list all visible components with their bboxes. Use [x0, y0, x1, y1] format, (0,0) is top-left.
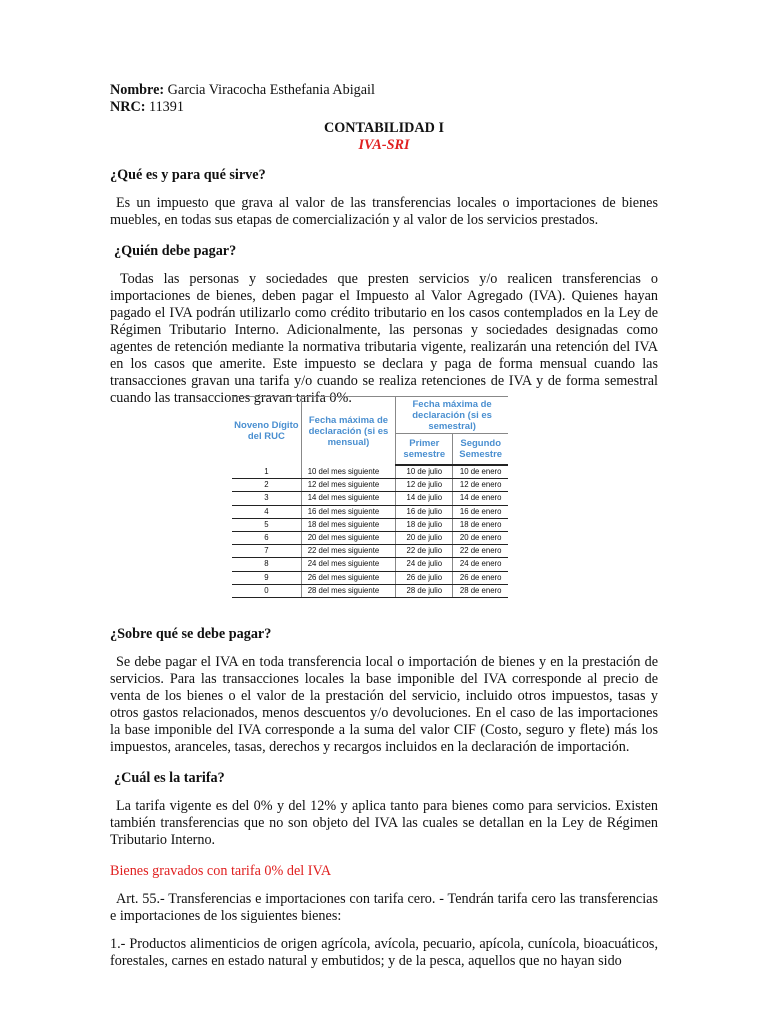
first-semester-cell: 26 de julio — [396, 571, 453, 584]
nrc-line — [110, 99, 658, 116]
zero-rate-heading: Bienes gravados con tarifa 0% del IVA — [110, 863, 332, 879]
second-semester-cell: 16 de enero — [453, 505, 508, 518]
table-row — [232, 465, 508, 479]
question-what: ¿Qué es y para qué sirve? — [110, 167, 266, 183]
question-who: ¿Quién debe pagar? — [114, 243, 237, 259]
first-semester-cell: 12 de julio — [396, 479, 453, 492]
first-semester-cell: 20 de julio — [396, 531, 453, 544]
ruc-digit-cell: 0 — [232, 584, 301, 597]
first-semester-cell: 16 de julio — [396, 505, 453, 518]
question-rate: ¿Cuál es la tarifa? — [114, 770, 225, 786]
table-row — [232, 479, 508, 492]
monthly-deadline-cell: 26 del mes siguiente — [301, 571, 396, 584]
second-semester-cell: 24 de enero — [453, 558, 508, 571]
table-row — [232, 584, 508, 597]
name-value: Garcia Viracocha Esthefania Abigail — [167, 82, 375, 98]
second-semester-cell: 12 de enero — [453, 479, 508, 492]
monthly-deadline-cell: 24 del mes siguiente — [301, 558, 396, 571]
header-first-semester: Primer semestre — [396, 434, 453, 466]
table-row — [232, 571, 508, 584]
declaration-deadline-table — [232, 396, 508, 598]
second-semester-cell: 28 de enero — [453, 584, 508, 597]
paragraph-on-what: Se debe pagar el IVA en toda transferencia local o importación de bienes y en la prestación de servicios. Para las transacciones locales la base imponible del IVA corresponde al precio de venta de los bienes o el valor de la prestación del servicio, incluido otros impuestos, tasas y otros gastos relacionados, menos descuentos y/o devoluciones. En el caso de las importaciones la base imponible del IVA corresponde a la suma del valor CIF (Costo, seguro y flete) más los impuestos, aranceles, tasas, derechos y recargos incluidos en la declaración de importación. — [110, 654, 658, 755]
paragraph-who: Todas las personas y sociedades que presten servicios y/o realicen transferencias o importaciones de bienes, deben pagar el Impuesto al Valor Agregado (IVA). Quienes hayan pagado el IVA podrán utilizarlo como crédito tributario en los casos contemplados en la Ley de Régimen Tributario Interno. Adicionalmente, las personas y sociedades designadas como agentes de retención mediante la normativa tributaria vigente, realizarán una retención del IVA en los casos que amerite. Este impuesto se declara y paga de forma mensual cuando las transacciones gravan una tarifa y/o cuando se realiza retenciones de IVA y de forma semestral cuando las transacciones gravan tarifa 0%. — [110, 271, 658, 406]
second-semester-cell: 10 de enero — [453, 465, 508, 479]
table-row — [232, 518, 508, 531]
monthly-deadline-cell: 14 del mes siguiente — [301, 492, 396, 505]
monthly-deadline-cell: 12 del mes siguiente — [301, 479, 396, 492]
header-semestral-deadline: Fecha máxima de declaración (si es semestral) — [396, 397, 508, 434]
second-semester-cell: 26 de enero — [453, 571, 508, 584]
header-monthly-deadline: Fecha máxima de declaración (si es mensual) — [301, 397, 396, 466]
second-semester-cell: 14 de enero — [453, 492, 508, 505]
ruc-digit-cell: 1 — [232, 465, 301, 479]
first-semester-cell: 24 de julio — [396, 558, 453, 571]
header-ruc-digit: Noveno Dígito del RUC — [232, 397, 301, 466]
first-semester-cell: 14 de julio — [396, 492, 453, 505]
paragraph-item-1: 1.- Productos alimenticios de origen agrícola, avícola, pecuario, apícola, cunícola, bioacuáticos, forestales, carnes en estado natural y embutidos; y de la pesca, aquellos que no hayan sido — [110, 936, 658, 969]
paragraph-rate: La tarifa vigente es del 0% y del 12% y aplica tanto para bienes como para servicios. Existen también transferencias que no son objeto del IVA las cuales se detallan en la Ley de Régimen Tributario Interno. — [110, 798, 658, 848]
nrc-label: NRC: — [110, 99, 146, 115]
monthly-deadline-cell: 10 del mes siguiente — [301, 465, 396, 479]
header-second-semester: Segundo Semestre — [453, 434, 508, 466]
ruc-digit-cell: 4 — [232, 505, 301, 518]
table-row — [232, 505, 508, 518]
ruc-digit-cell: 2 — [232, 479, 301, 492]
document-title: CONTABILIDAD I — [324, 120, 444, 136]
name-label: Nombre: — [110, 82, 165, 98]
ruc-digit-cell: 6 — [232, 531, 301, 544]
table-row — [232, 545, 508, 558]
table-row — [232, 492, 508, 505]
monthly-deadline-cell: 20 del mes siguiente — [301, 531, 396, 544]
ruc-digit-cell: 8 — [232, 558, 301, 571]
ruc-digit-cell: 3 — [232, 492, 301, 505]
ruc-digit-cell: 5 — [232, 518, 301, 531]
table-row — [232, 558, 508, 571]
table-row — [232, 531, 508, 544]
monthly-deadline-cell: 22 del mes siguiente — [301, 545, 396, 558]
ruc-digit-cell: 9 — [232, 571, 301, 584]
first-semester-cell: 28 de julio — [396, 584, 453, 597]
student-name-line — [110, 82, 658, 99]
document-subtitle: IVA-SRI — [358, 137, 410, 153]
table-body — [232, 465, 508, 597]
question-on-what: ¿Sobre qué se debe pagar? — [110, 626, 272, 642]
paragraph-what: Es un impuesto que grava al valor de las transferencias locales o importaciones de bienes muebles, en todas sus etapas de comercialización y al valor de los servicios prestados. — [110, 195, 658, 228]
second-semester-cell: 20 de enero — [453, 531, 508, 544]
ruc-digit-cell: 7 — [232, 545, 301, 558]
monthly-deadline-cell: 16 del mes siguiente — [301, 505, 396, 518]
nrc-value: 11391 — [149, 99, 184, 115]
monthly-deadline-cell: 18 del mes siguiente — [301, 518, 396, 531]
first-semester-cell: 22 de julio — [396, 545, 453, 558]
paragraph-article-55: Art. 55.- Transferencias e importaciones con tarifa cero. - Tendrán tarifa cero las transferencias e importaciones de los siguientes bienes: — [110, 891, 658, 924]
second-semester-cell: 18 de enero — [453, 518, 508, 531]
monthly-deadline-cell: 28 del mes siguiente — [301, 584, 396, 597]
second-semester-cell: 22 de enero — [453, 545, 508, 558]
first-semester-cell: 10 de julio — [396, 465, 453, 479]
first-semester-cell: 18 de julio — [396, 518, 453, 531]
